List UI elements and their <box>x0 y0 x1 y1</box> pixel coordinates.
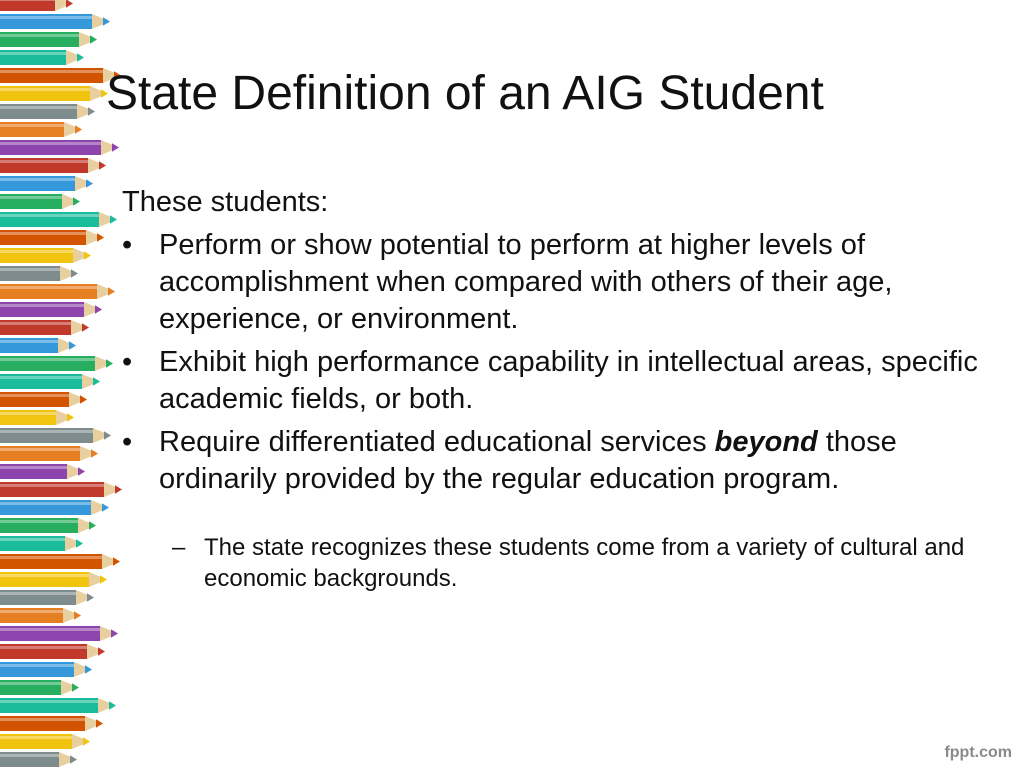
bullet-marker: • <box>122 426 133 458</box>
pencil <box>0 698 116 713</box>
pencil <box>0 680 79 695</box>
bullet-text-before: Require differentiated educational services <box>159 426 715 458</box>
pencil <box>0 320 89 335</box>
slide-content <box>122 184 1002 594</box>
pencil <box>0 392 87 407</box>
pencil <box>0 644 105 659</box>
bullet-text: Exhibit high performance capability in intellectual areas, specific academic fields, or both. <box>159 346 978 415</box>
bullet-text: Perform or show potential to perform at higher levels of accomplishment when compared with others of their age, experience, or environment. <box>159 229 893 335</box>
pencil <box>0 608 81 623</box>
pencil <box>0 230 104 245</box>
sub-bullet-list <box>122 532 1002 594</box>
pencil <box>0 554 120 569</box>
sub-bullet-item <box>122 532 974 594</box>
pencil <box>0 122 82 137</box>
pencil <box>0 0 73 11</box>
pencil <box>0 536 83 551</box>
pencil <box>0 68 121 83</box>
slide-title: State Definition of an AIG Student <box>106 67 824 120</box>
pencil <box>0 302 102 317</box>
pencil <box>0 464 85 479</box>
pencil <box>0 752 77 767</box>
pencil <box>0 410 74 425</box>
pencil <box>0 50 84 65</box>
pencil <box>0 518 96 533</box>
bullet-emphasis: beyond <box>714 426 818 458</box>
bullet-marker: • <box>122 346 133 378</box>
pencil <box>0 212 117 227</box>
pencil <box>0 14 110 29</box>
pencil <box>0 158 106 173</box>
pencil <box>0 176 93 191</box>
bullet-list <box>122 227 1002 498</box>
pencil <box>0 356 113 371</box>
pencil <box>0 500 109 515</box>
pencil <box>0 734 90 749</box>
pencil <box>0 716 103 731</box>
pencil <box>0 86 108 101</box>
pencil <box>0 32 97 47</box>
pencil <box>0 446 98 461</box>
bullet-text-after: those ordinarily provided by the regular education program. <box>159 426 897 495</box>
pencil <box>0 140 119 155</box>
bullet-item <box>122 424 1002 498</box>
sub-bullet-marker: – <box>172 534 186 561</box>
fppt-watermark: fppt.com <box>944 744 1012 761</box>
pencil <box>0 572 107 587</box>
bullet-item <box>122 344 1002 418</box>
bullet-item <box>122 227 1002 338</box>
pencil <box>0 428 111 443</box>
pencil <box>0 590 94 605</box>
intro-text: These students: <box>122 186 329 218</box>
sub-bullet-text: The state recognizes these students come from a variety of cultural and economic backgrounds. <box>204 534 965 592</box>
pencil <box>0 284 115 299</box>
pencil <box>0 104 95 119</box>
pencil <box>0 626 118 641</box>
pencil <box>0 266 78 281</box>
pencil <box>0 374 100 389</box>
pencil <box>0 194 80 209</box>
pencil <box>0 662 92 677</box>
pencil <box>0 482 122 497</box>
pencil <box>0 248 91 263</box>
pencil <box>0 338 76 353</box>
bullet-marker: • <box>122 229 133 261</box>
